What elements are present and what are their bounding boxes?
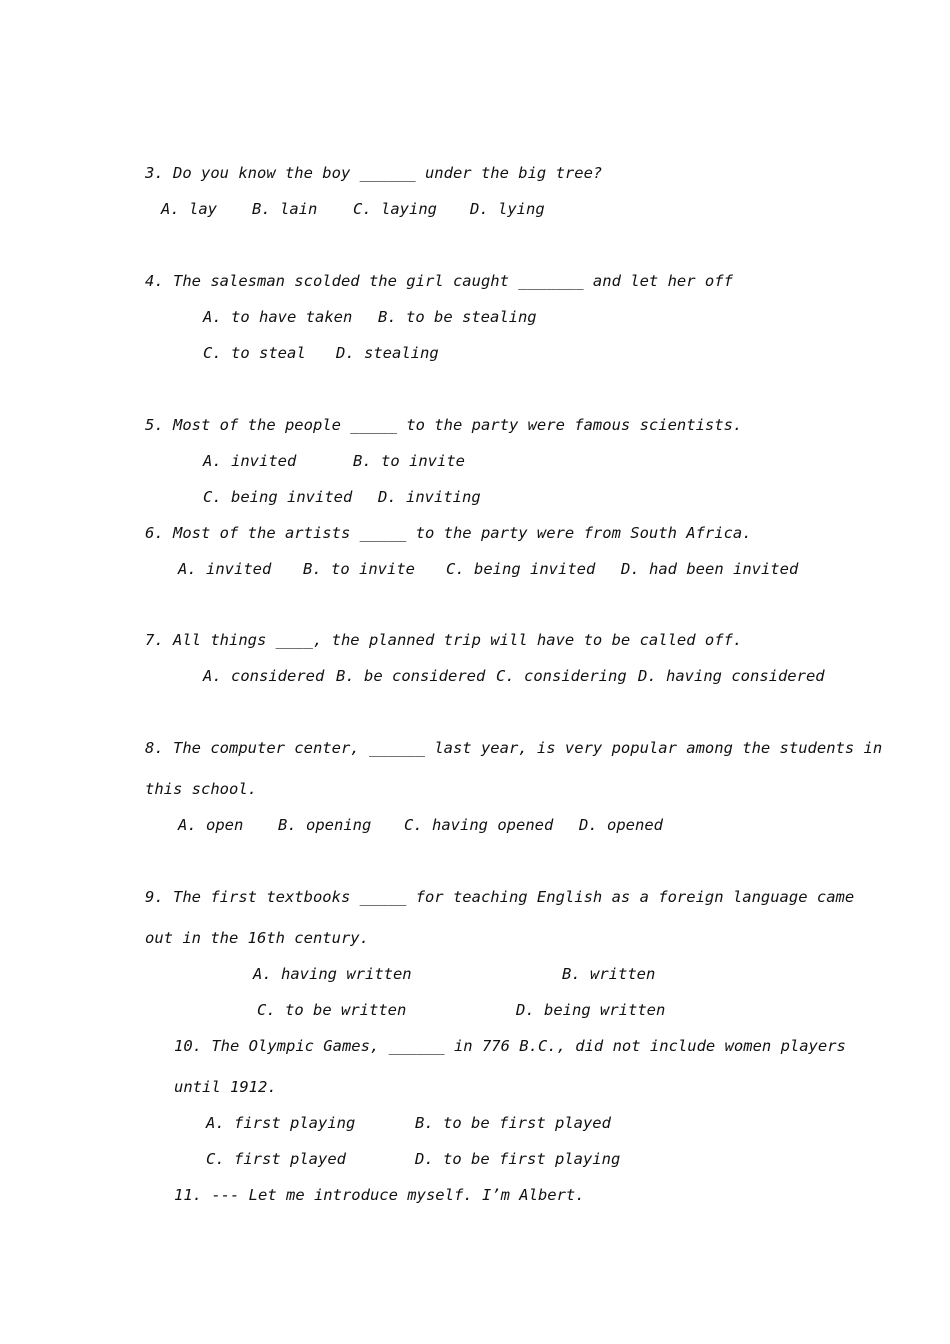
question-4-option-c: C. to steal (203, 344, 306, 362)
question-8-option-a: A. open (178, 816, 244, 834)
question-7-option-c: C. considering (496, 667, 627, 685)
question-9-stem-line-2: out in the 16th century. (145, 929, 369, 947)
question-10-option-c: C. first played (206, 1150, 346, 1168)
question-11-stem: 11. --- Let me introduce myself. I’m Albert. (174, 1186, 585, 1204)
question-9-option-c: C. to be written (257, 1001, 407, 1019)
question-10-stem-line-2: until 1912. (174, 1078, 277, 1096)
question-4-option-d: D. stealing (336, 344, 439, 362)
question-6-stem: 6. Most of the artists _____ to the party were from South Africa. (145, 524, 752, 542)
question-3-option-a: A. lay (161, 200, 217, 218)
question-3-stem: 3. Do you know the boy ______ under the big tree? (145, 164, 603, 182)
question-3-option-d: D. lying (470, 200, 545, 218)
question-6-option-b: B. to invite (303, 560, 415, 578)
question-3-option-b: B. lain (252, 200, 318, 218)
question-8-option-d: D. opened (579, 816, 663, 834)
question-6-option-c: C. being invited (446, 560, 596, 578)
question-8-option-c: C. having opened (404, 816, 554, 834)
question-5-option-a: A. invited (203, 452, 297, 470)
question-3-option-c: C. laying (353, 200, 437, 218)
question-4-option-b: B. to be stealing (378, 308, 537, 326)
question-6-option-a: A. invited (178, 560, 272, 578)
question-5-option-c: C. being invited (203, 488, 353, 506)
question-10-option-a: A. first playing (206, 1114, 356, 1132)
question-5-option-d: D. inviting (378, 488, 481, 506)
question-7-stem: 7. All things ____, the planned trip will have to be called off. (145, 631, 743, 649)
question-9-option-a: A. having written (253, 965, 412, 983)
question-9-option-d: D. being written (516, 1001, 666, 1019)
question-10-stem-line-1: 10. The Olympic Games, ______ in 776 B.C., did not include women players (174, 1037, 846, 1055)
question-5-option-b: B. to invite (353, 452, 465, 470)
question-8-option-b: B. opening (278, 816, 372, 834)
question-6-option-d: D. had been invited (621, 560, 799, 578)
question-8-stem-line-2: this school. (145, 780, 257, 798)
question-8-stem-line-1: 8. The computer center, ______ last year, is very popular among the students in (145, 739, 883, 757)
question-4-option-a: A. to have taken (203, 308, 353, 326)
question-9-stem-line-1: 9. The first textbooks _____ for teaching English as a foreign language came (145, 888, 855, 906)
question-7-option-a: A. considered (203, 667, 325, 685)
question-9-option-b: B. written (562, 965, 656, 983)
question-7-option-d: D. having considered (638, 667, 825, 685)
question-7-option-b: B. be considered (336, 667, 486, 685)
question-10-option-d: D. to be first playing (415, 1150, 621, 1168)
question-5-stem: 5. Most of the people _____ to the party were famous scientists. (145, 416, 743, 434)
question-4-stem: 4. The salesman scolded the girl caught _______ and let her off (145, 272, 733, 290)
question-10-option-b: B. to be first played (415, 1114, 611, 1132)
